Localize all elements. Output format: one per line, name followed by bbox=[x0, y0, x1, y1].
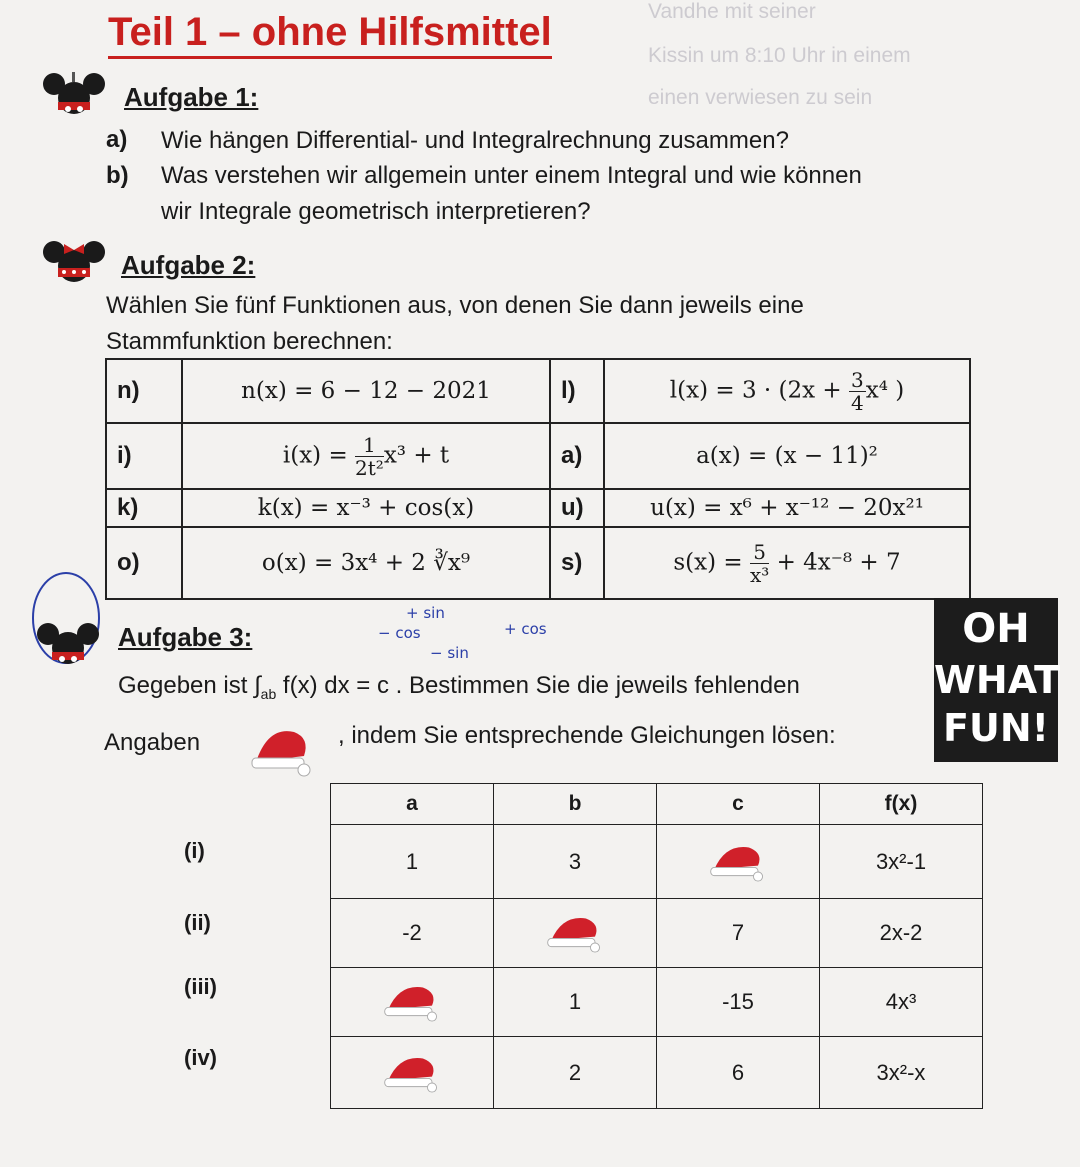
formula-part: + 4x⁻⁸ + 7 bbox=[769, 549, 901, 575]
numerator: 1 bbox=[355, 434, 384, 457]
task1-item-text: Wie hängen Differential- und Integralrechnung zusammen? bbox=[161, 127, 789, 154]
task2-heading: Aufgabe 2: bbox=[121, 250, 256, 280]
table-row bbox=[331, 825, 983, 899]
column-header: a bbox=[331, 784, 494, 825]
minnie-ornament-icon bbox=[42, 240, 106, 284]
table-row bbox=[106, 527, 970, 599]
row-label: (iv) bbox=[184, 1045, 217, 1070]
function-formula bbox=[604, 527, 970, 599]
table-row bbox=[331, 968, 983, 1037]
handwriting-note: − sin bbox=[430, 644, 469, 662]
faded-background-text: Kissin um 8:10 Uhr in einem bbox=[648, 44, 911, 67]
function-formula: o(x) = 3x⁴ + 2 ∛x⁹ bbox=[182, 527, 550, 599]
given-text: Gegeben ist ∫ bbox=[118, 672, 261, 699]
sticker-line: OH bbox=[962, 606, 1030, 652]
numerator: 3 bbox=[851, 367, 864, 392]
denominator: 2t² bbox=[355, 455, 384, 480]
table-cell: 7 bbox=[657, 899, 820, 968]
function-formula: a(x) = (x − 11)² bbox=[604, 423, 970, 489]
function-formula: k(x) = x⁻³ + cos(x) bbox=[182, 489, 550, 527]
santa-hat-icon bbox=[250, 722, 314, 778]
formula-part: x⁴ ) bbox=[865, 377, 905, 403]
table-cell: 1 bbox=[494, 968, 657, 1037]
function-formula bbox=[182, 423, 550, 489]
table-cell: 3 bbox=[494, 825, 657, 899]
function-key: l) bbox=[550, 359, 604, 423]
santa-hat-icon bbox=[382, 1053, 442, 1093]
function-key: s) bbox=[550, 527, 604, 599]
function-key: n) bbox=[106, 359, 182, 423]
table-row bbox=[331, 1037, 983, 1109]
handwritten-derivative-cycle bbox=[378, 600, 558, 664]
function-formula: u(x) = x⁶ + x⁻¹² − 20x²¹ bbox=[604, 489, 970, 527]
function-formula: n(x) = 6 − 12 − 2021 bbox=[182, 359, 550, 423]
task2-intro: Stammfunktion berechnen: bbox=[106, 328, 393, 355]
task3-line2: Angaben bbox=[104, 729, 201, 756]
column-header: c bbox=[657, 784, 820, 825]
table-row bbox=[106, 489, 970, 527]
task1-item-label: a) bbox=[106, 126, 128, 153]
function-key: a) bbox=[550, 423, 604, 489]
table-cell: -2 bbox=[331, 899, 494, 968]
denominator: x³ bbox=[749, 562, 770, 587]
function-key: i) bbox=[106, 423, 182, 489]
function-key: o) bbox=[106, 527, 182, 599]
table-cell bbox=[494, 899, 657, 968]
task1-item-text: Was verstehen wir allgemein unter einem Integral und wie können bbox=[161, 162, 862, 189]
task1-item-text: wir Integrale geometrisch interpretieren? bbox=[161, 198, 591, 225]
function-table bbox=[105, 358, 971, 600]
handwriting-note: − cos bbox=[378, 624, 421, 642]
formula-part: l(x) = 3 · (2x + bbox=[669, 377, 849, 403]
table-cell: 2 bbox=[494, 1037, 657, 1109]
table-cell: 3x²-x bbox=[820, 1037, 983, 1109]
function-key: u) bbox=[550, 489, 604, 527]
table-cell: 3x²-1 bbox=[820, 825, 983, 899]
column-header: b bbox=[494, 784, 657, 825]
task1-item-label: b) bbox=[106, 162, 129, 189]
page-title: Teil 1 – ohne Hilfsmittel bbox=[108, 10, 552, 59]
oh-what-fun-sticker bbox=[934, 598, 1061, 762]
table-row bbox=[106, 359, 970, 423]
table-cell: 4x³ bbox=[820, 968, 983, 1037]
table-cell bbox=[331, 968, 494, 1037]
formula-part: x³ + t bbox=[383, 442, 450, 468]
task1-heading: Aufgabe 1: bbox=[124, 82, 259, 112]
sticker-line: WHAT bbox=[934, 658, 1061, 702]
table-row bbox=[331, 899, 983, 968]
faded-background-text: einen verwiesen zu sein bbox=[648, 86, 873, 109]
denominator: 4 bbox=[851, 390, 864, 415]
task3-given bbox=[118, 668, 800, 712]
row-label: (ii) bbox=[184, 910, 211, 935]
fraction bbox=[750, 541, 769, 586]
table-header-row bbox=[331, 784, 983, 825]
table-row bbox=[106, 423, 970, 489]
handwriting-note: + cos bbox=[504, 620, 547, 638]
table-cell bbox=[657, 825, 820, 899]
santa-hat-icon bbox=[708, 842, 768, 882]
sticker-line: FUN! bbox=[943, 706, 1049, 750]
mickey-ornament-icon bbox=[42, 72, 106, 116]
table-cell: -15 bbox=[657, 968, 820, 1037]
task3-heading: Aufgabe 3: bbox=[118, 622, 253, 652]
mickey-ornament-icon bbox=[36, 622, 100, 666]
task3-line2: , indem Sie entsprechende Gleichungen lösen: bbox=[338, 722, 836, 749]
integral-table bbox=[330, 783, 983, 1109]
column-header: f(x) bbox=[820, 784, 983, 825]
faded-background-text: Vandhe mit seiner bbox=[648, 0, 816, 23]
table-cell bbox=[331, 1037, 494, 1109]
numerator: 5 bbox=[750, 541, 769, 564]
function-key: k) bbox=[106, 489, 182, 527]
row-label: (iii) bbox=[184, 974, 217, 999]
formula-part: s(x) = bbox=[673, 549, 750, 575]
fraction bbox=[849, 369, 866, 414]
function-formula bbox=[604, 359, 970, 423]
santa-hat-icon bbox=[382, 982, 442, 1022]
given-text: f(x) dx = c . Bestimmen Sie die jeweils fehlenden bbox=[276, 672, 800, 699]
row-label: (i) bbox=[184, 838, 205, 863]
handwriting-note: + sin bbox=[406, 604, 445, 622]
task2-intro: Wählen Sie fünf Funktionen aus, von denen Sie dann jeweils eine bbox=[106, 292, 804, 319]
santa-hat-icon bbox=[545, 913, 605, 953]
integral-bounds: ab bbox=[260, 685, 277, 702]
fraction bbox=[355, 434, 384, 479]
table-cell: 1 bbox=[331, 825, 494, 899]
table-cell: 6 bbox=[657, 1037, 820, 1109]
formula-part: i(x) = bbox=[282, 442, 356, 468]
table-cell: 2x-2 bbox=[820, 899, 983, 968]
